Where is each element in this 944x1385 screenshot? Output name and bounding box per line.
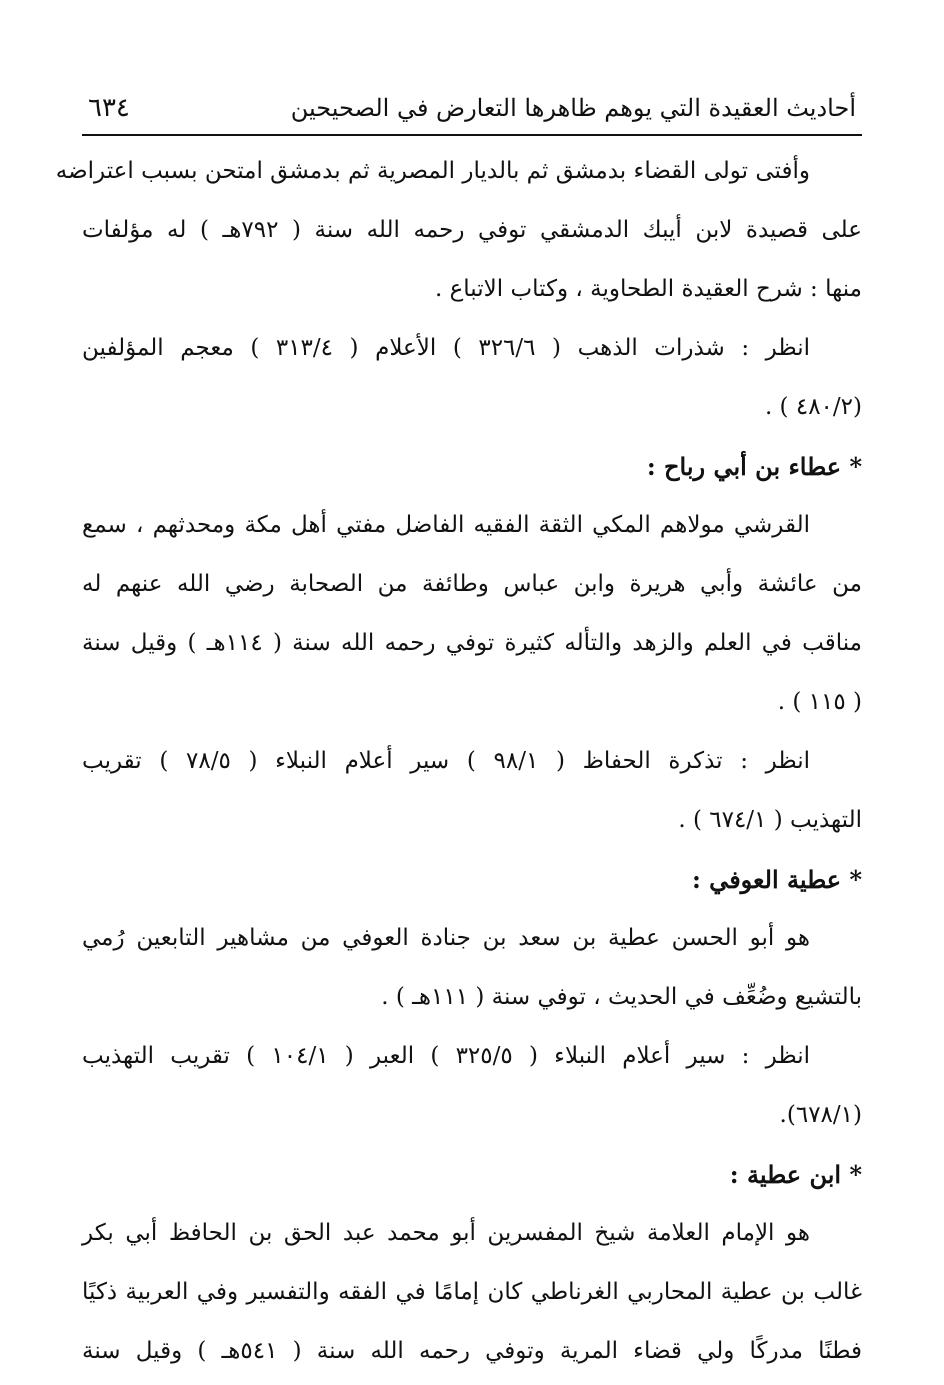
text-line: انظر : سير أعلام النبلاء ( ٣٢٥/٥ ) العبر ( ١٠٤/١ ) تقريب التهذيب <box>82 1043 810 1069</box>
entry-heading: * عطاء بن أبي رباح : <box>646 452 862 481</box>
text-line: انظر : شذرات الذهب ( ٣٢٦/٦ ) الأعلام ( ٣١٣/٤ ) معجم المؤلفين <box>82 335 810 361</box>
page-body <box>55 142 863 1381</box>
text-line: بالتشيع وضُعِّف في الحديث ، توفي سنة ( ١١١هـ ) . <box>381 984 862 1010</box>
text-line: على قصيدة لابن أيبك الدمشقي توفي رحمه الله سنة ( ٧٩٢هـ ) له مؤلفات <box>82 217 863 243</box>
text-line: (٤٨٠/٢ ) . <box>764 394 862 420</box>
text-line: منها : شرح العقيدة الطحاوية ، وكتاب الاتباع . <box>434 276 862 302</box>
text-line: (٦٧٨/١). <box>779 1102 862 1128</box>
text-line: القرشي مولاهم المكي الثقة الفقيه الفاضل مفتي أهل مكة ومحدثهم ، سمع <box>82 512 810 538</box>
text-line: وأفتى تولى القضاء بدمشق ثم بالديار المصرية ثم بدمشق امتحن بسبب اعتراضه <box>55 158 810 184</box>
text-line: غالب بن عطية المحاربي الغرناطي كان إمامًا في الفقه والتفسير وفي العربية ذكيًا <box>82 1279 862 1305</box>
entry-heading: * ابن عطية : <box>729 1160 862 1189</box>
text-line: فطنًا مدركًا ولي قضاء المرية وتوفي رحمه الله سنة ( ٥٤١هـ ) وقيل سنة <box>82 1338 862 1364</box>
text-line: ( ١١٥ ) . <box>777 689 862 715</box>
running-title: أحاديث العقيدة التي يوهم ظاهرها التعارض في الصحيحين <box>290 94 856 122</box>
text-line: انظر : تذكرة الحفاظ ( ٩٨/١ ) سير أعلام النبلاء ( ٧٨/٥ ) تقريب <box>82 748 810 774</box>
text-line: التهذيب ( ٦٧٤/١ ) . <box>678 807 862 833</box>
text-line: من عائشة وأبي هريرة وابن عباس وطائفة من الصحابة رضي الله عنهم له <box>82 571 862 597</box>
running-header <box>82 88 862 136</box>
page-number: ٦٣٤ <box>88 93 130 123</box>
book-page <box>55 88 863 1381</box>
text-line: مناقب في العلم والزهد والتأله كثيرة توفي رحمه الله سنة ( ١١٤هـ ) وقيل سنة <box>82 630 862 656</box>
entry-heading: * عطية العوفي : <box>691 865 862 894</box>
text-line: هو الإمام العلامة شيخ المفسرين أبو محمد عبد الحق بن الحافظ أبي بكر <box>82 1220 810 1246</box>
text-line: هو أبو الحسن عطية بن سعد بن جنادة العوفي من مشاهير التابعين رُمي <box>82 925 810 951</box>
